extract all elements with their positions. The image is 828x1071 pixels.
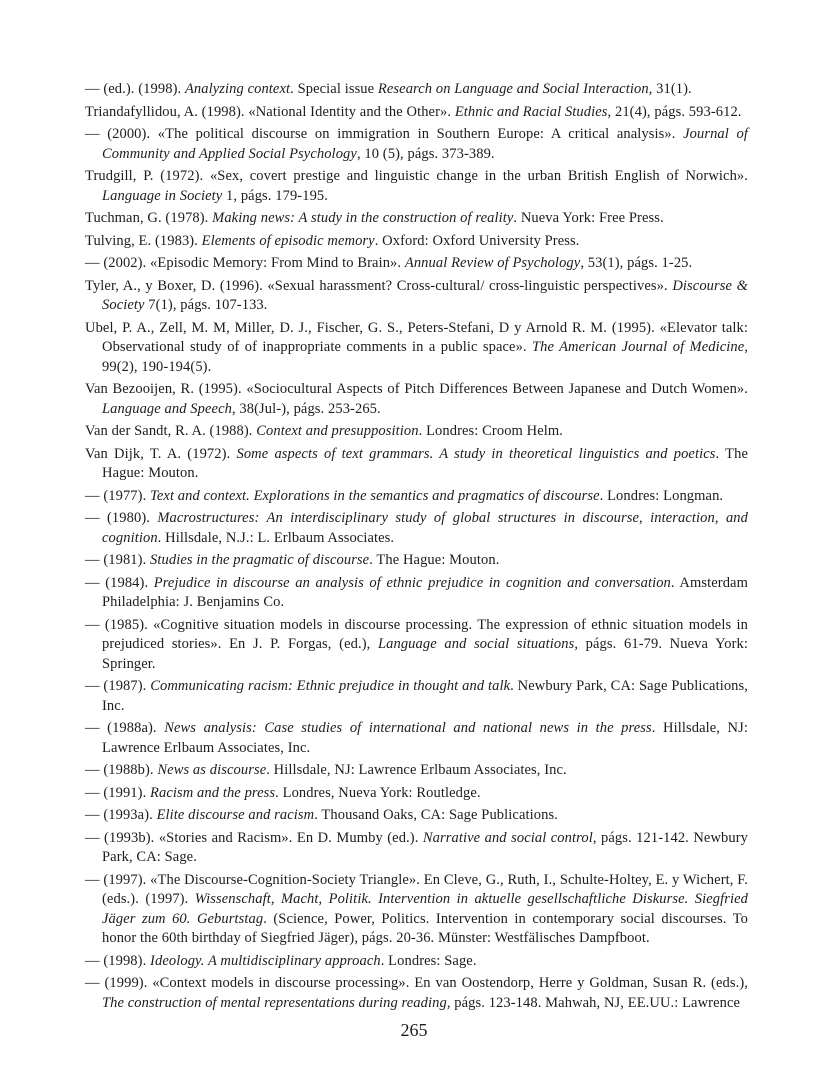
reference-entry xyxy=(85,232,748,252)
reference-text-segment: . Londres: Croom Helm. xyxy=(418,423,563,439)
reference-entry xyxy=(85,422,748,442)
reference-text-segment: — (1993b). «Stories and Racism». En D. Mumby (ed.). xyxy=(85,829,423,846)
reference-text-segment: Some aspects of text grammars. A study in theoretical linguistics and poetics xyxy=(236,445,716,462)
reference-text-segment: Triandafyllidou, A. (1998). «National Identity and the Other». xyxy=(85,103,455,120)
reference-text-segment: Van der Sandt, R. A. (1988). xyxy=(85,423,257,439)
reference-entry xyxy=(85,254,748,274)
reference-text-segment: . Londres: Longman. xyxy=(599,487,724,504)
reference-text-segment: Tulving, E. (1983). xyxy=(85,232,202,249)
reference-text-segment: , págs. 121-142. Newbury Park, CA: Sage. xyxy=(102,829,748,865)
reference-text-segment: . (Science, Power, Politics. Intervention in contemporary social discourses. To honor the 60th birthday of Siegfried Jäger), págs. 20-36. Münster: Westfälisches Dampfboot. xyxy=(102,910,748,946)
reference-text-segment: — (1997). «The Discourse-Cognition-Society Triangle». En Cleve, G., Ruth, I., Schulte-Holtey, E. y Wichert, F. (eds.). (1997). xyxy=(85,871,748,907)
reference-text-segment: Racism and the press xyxy=(150,784,276,801)
reference-entry xyxy=(85,125,748,164)
reference-text-segment: Communicating racism: Ethnic prejudice in thought and talk xyxy=(150,678,511,694)
reference-entry xyxy=(85,277,748,316)
reference-text-segment: , págs. 123-148. Mahwah, NJ, EE.UU.: Lawrence xyxy=(446,994,741,1011)
reference-text-segment: Narrative and social control xyxy=(422,829,593,846)
reference-text-segment: . Newbury Park, CA: Sage Publications, Inc. xyxy=(102,678,748,714)
reference-text-segment: . Thousand Oaks, CA: Sage Publications. xyxy=(314,807,558,823)
reference-text-segment: , 53(1), págs. 1-25. xyxy=(580,255,693,271)
reference-text-segment: — (2000). «The political discourse on immigration in Southern Europe: A critical analysis». xyxy=(85,126,684,142)
reference-text-segment: Trudgill, P. (1972). «Sex, covert prestige and linguistic change in the urban British English of Norwich». xyxy=(85,168,748,184)
reference-entry xyxy=(85,80,748,100)
reference-text-segment: . Hillsdale, NJ: Lawrence Erlbaum Associates, Inc. xyxy=(266,762,567,778)
reference-entry xyxy=(85,871,748,949)
reference-text-segment: Wissenschaft, Macht, Politik. Intervention in aktuelle gesellschaftliche Diskurse. Siegfried Jäger zum 60. Geburtstag xyxy=(102,891,748,927)
reference-text-segment: Macrostructures: An interdisciplinary study of global structures in discourse, interaction, and cognition xyxy=(102,510,748,546)
reference-text-segment: Discourse & Society xyxy=(102,277,749,313)
reference-text-segment: . Londres, Nueva York: Routledge. xyxy=(275,784,481,801)
reference-text-segment: Ubel, P. A., Zell, M. M, Miller, D. J., Fischer, G. S., Peters-Stefani, D y Arnold R. M. (1995). «Elevator talk: Observational study of of inappropriate comments in a public space». xyxy=(85,319,748,355)
reference-text-segment: The American Journal of Medicine xyxy=(531,339,745,355)
reference-text-segment: Ideology. A multidisciplinary approach xyxy=(150,952,381,969)
reference-entry xyxy=(85,974,748,1013)
reference-text-segment: Tyler, A., y Boxer, D. (1996). «Sexual harassment? Cross-cultural/ cross-linguistic perspectives». xyxy=(85,277,673,294)
reference-entry xyxy=(85,784,748,804)
page-number: 265 xyxy=(400,1020,428,1040)
reference-text-segment: , 10 (5), págs. 373-389. xyxy=(356,145,495,162)
reference-entry xyxy=(85,829,748,868)
reference-entry xyxy=(85,677,748,716)
reference-text-segment: , 99(2), 190-194(5). xyxy=(102,339,748,375)
reference-text-segment: 1, págs. 179-195. xyxy=(222,187,329,204)
reference-entry xyxy=(85,167,748,206)
reference-text-segment: . Hillsdale, N.J.: L. Erlbaum Associates. xyxy=(157,529,395,546)
reference-entry xyxy=(85,445,748,484)
reference-entry xyxy=(85,380,748,419)
reference-text-segment: — (1993a). xyxy=(85,807,157,823)
reference-text-segment: Ethnic and Racial Studies xyxy=(454,103,608,120)
reference-entry xyxy=(85,319,748,378)
reference-text-segment: — (1999). «Context models in discourse processing». En van Oostendorp, Herre y Goldman, Susan R. (eds.), xyxy=(85,975,748,991)
reference-text-segment: . Special issue xyxy=(290,81,378,97)
reference-text-segment: — (1988a). xyxy=(85,720,165,736)
reference-entry xyxy=(85,509,748,548)
reference-text-segment: Prejudice in discourse an analysis of ethnic prejudice in cognition and conversation xyxy=(153,574,671,591)
reference-text-segment: Elements of episodic memory xyxy=(201,232,375,249)
reference-text-segment: Analyzing context xyxy=(184,81,291,97)
reference-text-segment: — (2002). «Episodic Memory: From Mind to Brain». xyxy=(85,255,405,271)
reference-text-segment: Text and context. Explorations in the semantics and pragmatics of discourse xyxy=(150,487,600,504)
reference-text-segment: . The Hague: Mouton. xyxy=(102,445,748,481)
reference-text-segment: 7(1), págs. 107-133. xyxy=(144,297,268,313)
reference-text-segment: , 21(4), págs. 593-612. xyxy=(607,103,742,120)
reference-text-segment: — (1984). xyxy=(85,574,154,591)
reference-text-segment: Research on Language and Social Interaction xyxy=(377,81,649,97)
reference-text-segment: Language in Society xyxy=(102,187,223,204)
reference-entry xyxy=(85,487,748,507)
reference-text-segment: . Amsterdam Philadelphia: J. Benjamins Co. xyxy=(102,574,748,610)
references-list xyxy=(85,80,748,1016)
reference-entry xyxy=(85,574,748,613)
reference-text-segment: , págs. 61-79. Nueva York: Springer. xyxy=(102,636,748,672)
reference-text-segment: News as discourse xyxy=(157,762,267,778)
reference-text-segment: . Nueva York: Free Press. xyxy=(513,210,664,226)
reference-text-segment: — (1987). xyxy=(85,678,151,694)
reference-text-segment: . Londres: Sage. xyxy=(380,952,477,969)
reference-entry xyxy=(85,806,748,826)
reference-text-segment: — (1980). xyxy=(85,510,158,526)
reference-entry xyxy=(85,952,748,972)
reference-text-segment: — (1977). xyxy=(85,487,151,504)
reference-text-segment: . The Hague: Mouton. xyxy=(369,552,500,568)
reference-entry xyxy=(85,719,748,758)
reference-entry xyxy=(85,551,748,571)
reference-entry xyxy=(85,209,748,229)
reference-text-segment: — (1998). xyxy=(85,952,151,969)
reference-text-segment: Language and Speech xyxy=(102,400,232,417)
reference-text-segment: News analysis: Case studies of international and national news in the press xyxy=(164,720,652,736)
reference-text-segment: Language and social situations xyxy=(377,636,575,652)
reference-text-segment: The construction of mental representations during reading xyxy=(102,994,447,1011)
reference-entry xyxy=(85,616,748,675)
reference-text-segment: , 31(1). xyxy=(648,81,692,97)
reference-text-segment: Context and presupposition xyxy=(256,423,419,439)
reference-text-segment: — (1981). xyxy=(85,552,151,568)
reference-entry xyxy=(85,103,748,123)
reference-text-segment: Journal of Community and Applied Social Psychology xyxy=(102,126,748,162)
reference-text-segment: . Hillsdale, NJ: Lawrence Erlbaum Associates, Inc. xyxy=(102,720,748,756)
reference-text-segment: — (1988b). xyxy=(85,762,158,778)
reference-text-segment: Van Bezooijen, R. (1995). «Sociocultural Aspects of Pitch Differences Between Japanese and Dutch Women». xyxy=(85,381,748,397)
reference-text-segment: Van Dijk, T. A. (1972). xyxy=(85,445,237,462)
reference-text-segment: Studies in the pragmatic of discourse xyxy=(150,552,370,568)
reference-text-segment: Making news: A study in the construction of reality xyxy=(212,210,514,226)
reference-text-segment: — (ed.). (1998). xyxy=(85,81,185,97)
reference-text-segment: — (1991). xyxy=(85,784,151,801)
reference-text-segment: Tuchman, G. (1978). xyxy=(85,210,213,226)
reference-text-segment: — (1985). «Cognitive situation models in discourse processing. The expression of ethnic situation models in prejudiced stories». En J. P. Forgas, (ed.), xyxy=(85,616,748,652)
reference-text-segment: , 38(Jul-), págs. 253-265. xyxy=(231,400,381,417)
reference-text-segment: Elite discourse and racism xyxy=(156,807,315,823)
reference-entry xyxy=(85,761,748,781)
reference-text-segment: . Oxford: Oxford University Press. xyxy=(374,232,580,249)
reference-text-segment: Annual Review of Psychology xyxy=(404,255,581,271)
